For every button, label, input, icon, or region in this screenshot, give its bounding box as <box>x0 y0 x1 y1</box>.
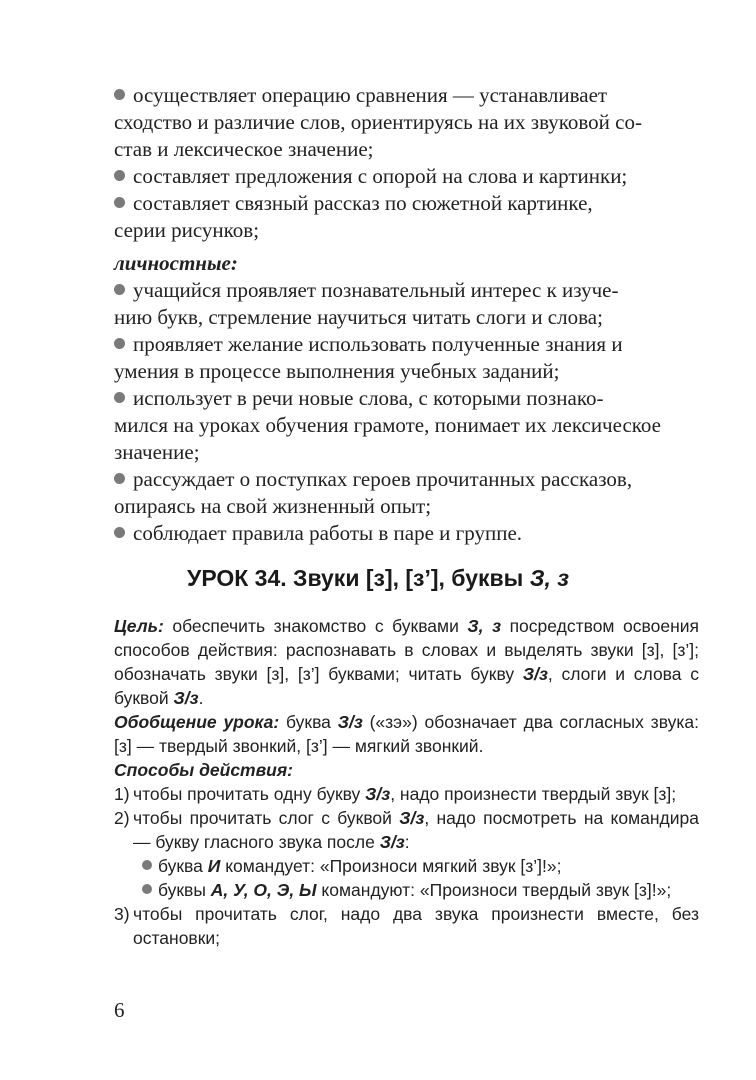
bullet-item: учащийся проявляет познавательный интерес к изуче- нию букв, стремление научиться читать слоги и слова; <box>114 278 619 329</box>
outcomes-list <box>114 82 699 547</box>
goal-paragraph: Цель: обеспечить знакомство с буквами З, з посредством освоения способов действия: распознавать в словах и выделять звуки [з], [з’]; обозначать звуки [з], [з’] буквами; читать букву З/з, слоги и слова с буквой З/з. <box>114 616 699 708</box>
method-item-2: 2) чтобы прочитать слог с буквой З/з, надо посмотреть на командира — букву гласного звука после З/з: <box>114 808 699 852</box>
bullet-item: составляет предложения с опорой на слова и картинки; <box>114 163 699 190</box>
bullet-icon <box>114 392 125 403</box>
bullet-item: осуществляет операцию сравнения — устанавливает сходство и различие слов, ориентируясь на их звуковой со- став и лексическое значение; <box>114 83 642 161</box>
bullet-icon <box>114 170 125 181</box>
method-item-1: 1) чтобы прочитать одну букву З/з, надо произнести твердый звук [з]; <box>114 784 677 804</box>
bullet-icon <box>114 338 125 349</box>
summary-paragraph: Обобщение урока: буква З/з («зэ») обозначает два согласных звука: [з] — твердый звонкий, [з’] — мягкий звонкий. <box>114 712 699 756</box>
sub-bullet-item: буква И командует: «Произноси мягкий звук [з’]!»; <box>114 854 699 878</box>
bullet-icon <box>142 884 152 894</box>
bullet-icon <box>114 284 125 295</box>
lesson-body <box>114 614 699 950</box>
method-item-3: 3) чтобы прочитать слог, надо два звука произнести вместе, без остановки; <box>114 904 699 948</box>
bullet-item: проявляет желание использовать полученные знания и умения в процессе выполнения учебных заданий; <box>114 332 623 383</box>
bullet-icon <box>142 860 152 870</box>
bullet-icon <box>114 527 125 538</box>
methods-heading: Способы действия: <box>114 760 294 780</box>
lesson-title: УРОК 34. Звуки [з], [з’], буквы З, з <box>187 565 569 591</box>
bullet-icon <box>114 197 125 208</box>
bullet-item: соблюдает правила работы в паре и группе. <box>114 520 699 547</box>
personal-heading: личностные: <box>114 251 238 275</box>
bullet-item: использует в речи новые слова, с которыми познако- мился на уроках обучения грамоте, понимает их лексическое значение; <box>114 386 661 464</box>
bullet-item: составляет связный рассказ по сюжетной картинке, серии рисунков; <box>114 191 593 242</box>
bullet-icon <box>114 473 125 484</box>
sub-bullet-item: буквы А, У, О, Э, Ы командуют: «Произноси твердый звук [з]!»; <box>114 878 699 902</box>
page-number: 6 <box>114 998 125 1022</box>
bullet-icon <box>114 89 125 100</box>
bullet-item: рассуждает о поступках героев прочитанных рассказов, опираясь на свой жизненный опыт; <box>114 467 633 518</box>
